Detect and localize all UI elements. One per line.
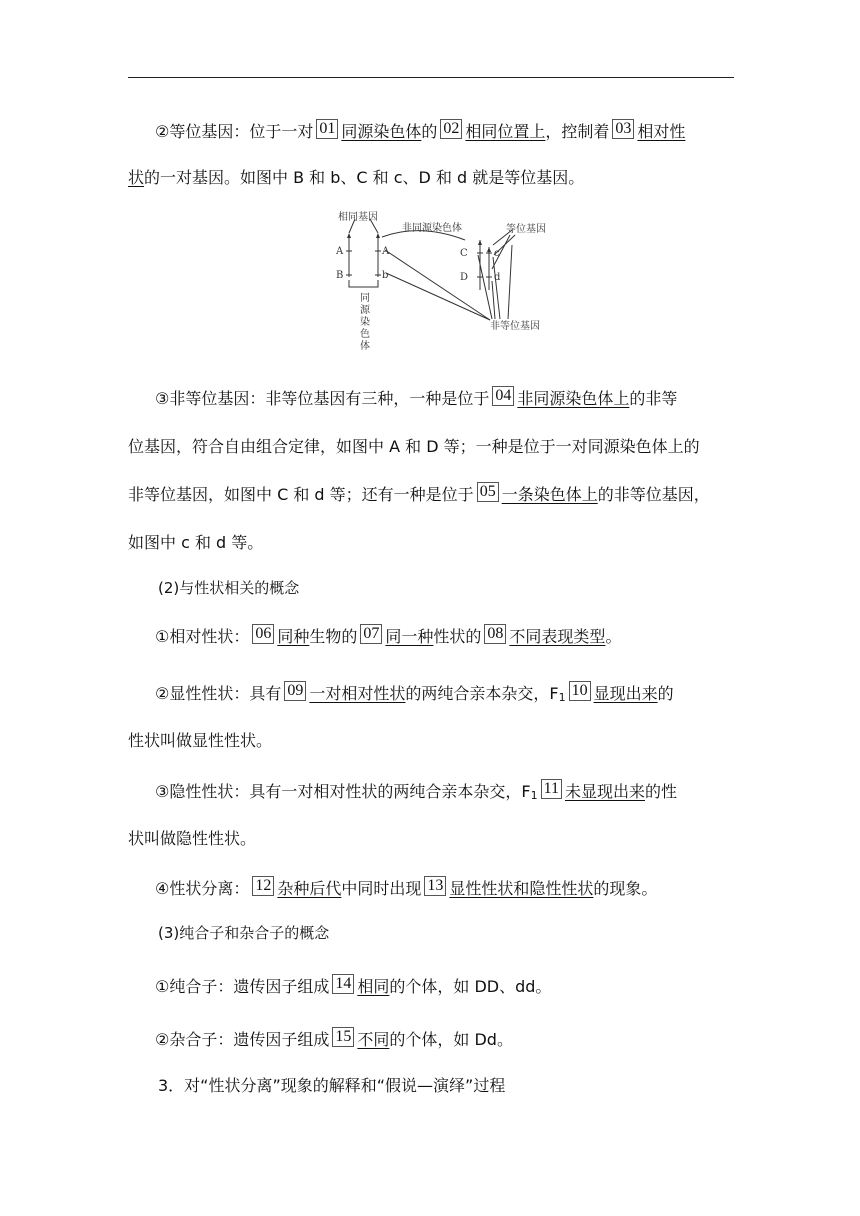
svg-text:染: 染 xyxy=(360,317,370,328)
answer-04: 非同源染色体上 xyxy=(517,389,630,408)
non-allele-line-4: 如图中 c 和 d 等。 xyxy=(128,533,264,552)
answer-06: 同种 xyxy=(277,627,310,646)
answer-14: 相同 xyxy=(357,977,390,996)
blank-number-01: 01 xyxy=(316,119,338,139)
homozygote-line: ①纯合子：遗传因子组成 14 相同的个体，如 DD、dd。 xyxy=(155,975,552,996)
svg-text:C: C xyxy=(460,248,468,259)
svg-text:A: A xyxy=(336,246,344,257)
label-same-gene: 相同基因 xyxy=(338,212,378,223)
blank-number-10: 10 xyxy=(569,681,591,701)
blank-number-06: 06 xyxy=(252,624,274,644)
answer-09: 一对相对性状 xyxy=(309,684,406,703)
svg-text:同: 同 xyxy=(360,293,370,304)
gene-chromosome-figure xyxy=(330,205,555,360)
answer-02: 相同位置上 xyxy=(465,122,546,141)
answer-13: 显性性状和隐性性状 xyxy=(449,879,594,898)
label-allele: 等位基因 xyxy=(506,224,546,235)
answer-12: 杂种后代 xyxy=(277,879,342,898)
svg-text:A: A xyxy=(382,246,390,257)
svg-text:c: c xyxy=(494,248,500,259)
blank-number-03: 03 xyxy=(612,119,634,139)
svg-text:D: D xyxy=(460,272,469,283)
blank-number-05: 05 xyxy=(477,482,499,502)
blank-number-07: 07 xyxy=(360,624,382,644)
answer-03: 相对性 xyxy=(637,122,686,141)
recessive-trait-line-1: ③隐性性状：具有一对相对性状的两纯合亲本杂交，F1 11 未显现出来的性 xyxy=(155,780,677,802)
non-allele-line-1: ③非等位基因：非等位基因有三种，一种是位于 04 非同源染色体上的非等 xyxy=(155,387,678,408)
section-heading-3: (3)纯合子和杂合子的概念 xyxy=(158,924,330,942)
svg-text:d: d xyxy=(494,272,501,283)
non-allele-line-2: 位基因，符合自由组合定律，如图中 A 和 D 等；一种是位于一对同源染色体上的 xyxy=(128,437,700,456)
allele-line-2: 状的一对基因。如图中 B 和 b、C 和 c、D 和 d 就是等位基因。 xyxy=(128,168,585,187)
blank-number-14: 14 xyxy=(332,974,354,994)
non-allele-line-3: 非等位基因，如图中 C 和 d 等；还有一种是位于 05 一条染色体上的非等位基因， xyxy=(128,483,710,504)
answer-01: 同源染色体 xyxy=(341,122,422,141)
top-rule xyxy=(128,77,734,78)
answer-11: 未显现出来 xyxy=(564,782,645,801)
svg-text:b: b xyxy=(382,270,389,281)
blank-number-15: 15 xyxy=(332,1027,354,1047)
answer-10: 显现出来 xyxy=(593,684,658,703)
svg-text:源: 源 xyxy=(360,305,370,316)
trait-segregation-line: ④性状分离： 12 杂种后代中同时出现 13 显性性状和隐性性状的现象。 xyxy=(155,877,658,898)
allele-line-1: ②等位基因：位于一对 01 同源染色体的 02 相同位置上，控制着 03 相对性 xyxy=(155,120,686,141)
answer-08: 不同表现类型 xyxy=(509,627,606,646)
svg-text:色: 色 xyxy=(360,329,370,340)
blank-number-09: 09 xyxy=(284,681,306,701)
blank-number-02: 02 xyxy=(440,119,462,139)
label-non-allele: 非等位基因 xyxy=(490,321,540,332)
relative-trait-line: ①相对性状： 06 同种生物的 07 同一种性状的 08 不同表现类型。 xyxy=(155,625,622,646)
blank-number-08: 08 xyxy=(484,624,506,644)
section-heading-3-explanation: 3．对“性状分离”现象的解释和“假说—演绎”过程 xyxy=(158,1076,506,1095)
answer-05: 一条染色体上 xyxy=(501,485,598,504)
blank-number-12: 12 xyxy=(252,876,274,896)
heterozygote-line: ②杂合子：遗传因子组成 15 不同的个体，如 Dd。 xyxy=(155,1028,513,1049)
blank-number-04: 04 xyxy=(492,386,514,406)
recessive-trait-line-2: 状叫做隐性性状。 xyxy=(128,829,257,848)
blank-number-11: 11 xyxy=(541,779,562,799)
answer-07: 同一种 xyxy=(385,627,434,646)
label-non-homologous: 非同源染色体 xyxy=(402,223,462,234)
dominant-trait-line-1: ②显性性状：具有 09 一对相对性状的两纯合亲本杂交，F1 10 显现出来的 xyxy=(155,682,674,704)
answer-15: 不同 xyxy=(357,1030,390,1049)
blank-number-13: 13 xyxy=(424,876,446,896)
svg-text:B: B xyxy=(336,270,344,281)
dominant-trait-line-2: 性状叫做显性性状。 xyxy=(128,731,273,750)
svg-text:体: 体 xyxy=(360,341,370,352)
section-heading-2: (2)与性状相关的概念 xyxy=(158,579,300,597)
